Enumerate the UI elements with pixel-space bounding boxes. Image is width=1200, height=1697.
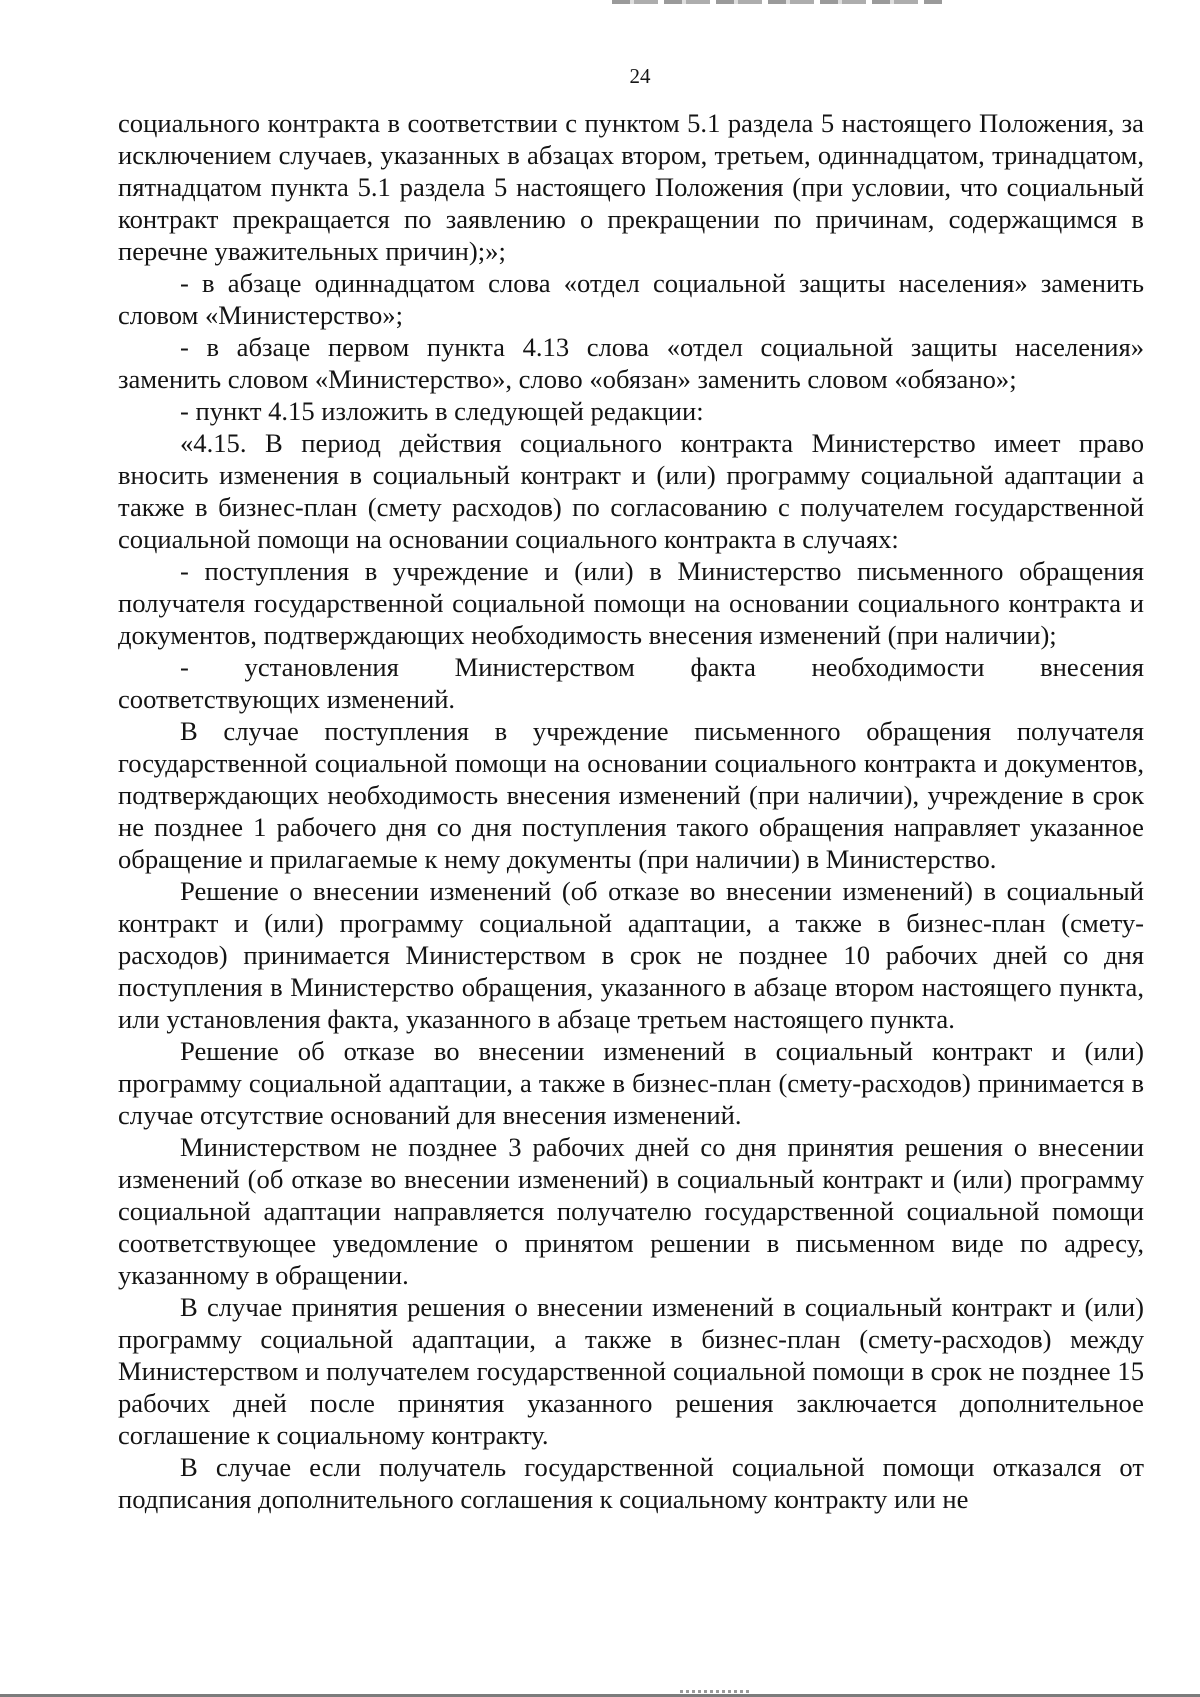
paragraph-amend-4-15: - пункт 4.15 изложить в следующей редакции:	[180, 396, 704, 426]
paragraph-refusal-to-sign: В случае если получатель государственной социальной помощи отказался от подписания дополнительного соглашения к социальному контракту или не	[118, 1452, 1144, 1514]
page-number: 24	[629, 64, 651, 88]
scan-artifact-bottom	[680, 1690, 750, 1693]
paragraph-receipt-procedure: В случае поступления в учреждение письменного обращения получателя государственной социальной помощи на основании социального контракта и документов, подтверждающих необходимость внесения изменений (при наличии), учреждение в срок не позднее 1 рабочего дня со дня поступления такого обращения направляет указанное обращение и прилагаемые к нему документы (при наличии) в Министерство.	[118, 716, 1144, 874]
paragraph-amend-eleventh: - в абзаце одиннадцатом слова «отдел социальной защиты населения» заменить словом «Министерство»;	[118, 268, 1144, 330]
paragraph-refusal-grounds: Решение об отказе во внесении изменений в социальный контракт и (или) программу социальной адаптации, а также в бизнес-план (смету-расходов) принимается в случае отсутствие оснований для внесения изменений.	[118, 1036, 1144, 1130]
paragraph-case-receipt: - поступления в учреждение и (или) в Министерство письменного обращения получателя государственной социальной помощи на основании социального контракта и документов, подтверждающих необходимость внесения изменений (при наличии);	[118, 556, 1144, 650]
paragraph-notification: Министерством не позднее 3 рабочих дней со дня принятия решения о внесении изменений (об отказе во внесении изменений) в социальный контракт и (или) программу социальной адаптации направляется получателю государственной социальной помощи соответствующее уведомление о принятом решении в письменном виде по адресу, указанному в обращении.	[118, 1132, 1144, 1290]
paragraph-4-15-intro: «4.15. В период действия социального контракта Министерство имеет право вносить изменения в социальный контракт и (или) программу социальной адаптации а также в бизнес-план (смету расходов) по согласованию с получателем государственной социальной помощи на основании социального контракта в случаях:	[118, 428, 1144, 554]
paragraph-contract-continuation: социального контракта в соответствии с пунктом 5.1 раздела 5 настоящего Положения, за исключением случаев, указанных в абзацах втором, третьем, одиннадцатом, тринадцатом, пятнадцатом пункта 5.1 раздела 5 настоящего Положения (при условии, что социальный контракт прекращается по заявлению о прекращении по причинам, содержащимся в перечне уважительных причин);»;	[118, 108, 1144, 266]
document-body	[118, 107, 1144, 1515]
paragraph-case-establishment-end: соответствующих изменений.	[118, 684, 456, 714]
paragraph-additional-agreement: В случае принятия решения о внесении изменений в социальный контракт и (или) программу социальной адаптации, а также в бизнес-план (смету-расходов) между Министерством и получателем государственной социальной помощи в срок не позднее 15 рабочих дней после принятия указанного решения заключается дополнительное соглашение к социальному контракту.	[118, 1292, 1144, 1450]
paragraph-amend-4-13: - в абзаце первом пункта 4.13 слова «отдел социальной защиты населения» заменить словом «Министерство», слово «обязан» заменить словом «обязано»;	[118, 332, 1144, 394]
paragraph-decision-term: Решение о внесении изменений (об отказе во внесении изменений) в социальный контракт и (или) программу социальной адаптации, а также в бизнес-план (смету-расходов) принимается Министерством в срок не позднее 10 рабочих дней со дня поступления в Министерство обращения, указанного в абзаце втором настоящего пункта, или установления факта, указанного в абзаце третьем настоящего пункта.	[118, 876, 1144, 1034]
scan-artifact-top	[612, 0, 942, 4]
paragraph-case-establishment: - установления Министерством факта необходимости внесения	[180, 652, 1144, 682]
document-page	[118, 64, 1144, 1515]
